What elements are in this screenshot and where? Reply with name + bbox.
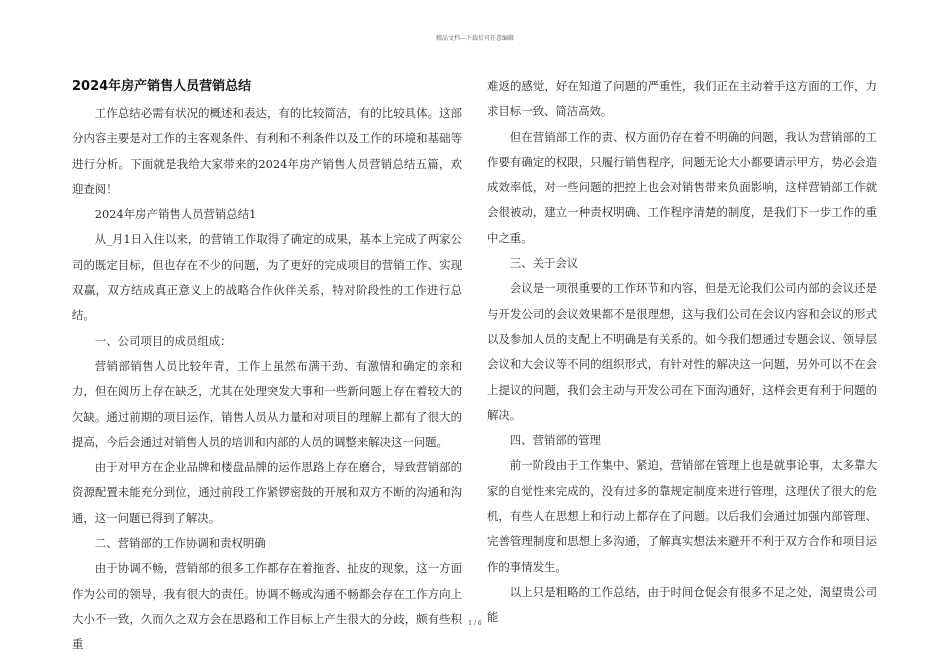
section-heading-2: 二、营销部的工作协调和责权明确 (94, 536, 266, 551)
paragraph-staff: 营销部销售人员比较年青，工作上虽然布满干劲、有激情和确定的亲和力，但在阅历上存在缺乏，尤其在处理突发大事和一些新问题上存在着较大的欠缺。通过前期的项目运作，销售人员从力量和对项目的理解上都有了很大的提高，今后会通过对销售人员的培训和内部的人员的调整来解决这一问题。 (72, 358, 462, 449)
paragraph-management: 前一阶段由于工作集中、紧迫，营销部在管理上也是就事论事，太多靠大家的自觉性来完成的，没有过多的靠规定制度来进行管理，这理伏了很大的危机，有些人在思想上和行动上都存在了问题。以后我们会通过加强内部管理、完善管理制度和思想上多沟通，了解真实想法来避开不利于双方合作和项目运作的事情发生。 (487, 458, 877, 574)
section-heading-3: 三、关于会议 (509, 256, 579, 271)
paragraph-closing: 以上只是粗略的工作总结，由于时间仓促会有很多不足之处，渴望贵公司能 (487, 584, 877, 625)
page-number: 1 / 6 (468, 620, 482, 627)
paragraph-meetings: 会议是一项很重要的工作环节和内容，但是无论我们公司内部的会议还是与开发公司的会议效果都不是很理想，这与我们公司在会议内容和会议的形式以及参加人员的支配上不明确是有关系的。如今我们想通过专题会议、领导层会议和大会议等不同的组织形式，有针对性的解决这一问题，另外可以不在会上提议的问题，我们会主动与开发公司在下面沟通好，这样会更有利于问题的解决。 (487, 281, 877, 422)
section-heading-1: 一、公司项目的成员组成： (94, 333, 232, 348)
page-header: 精品文档---下载后可任意编辑 (435, 35, 515, 42)
paragraph-coordination: 由于协调不畅，营销部的很多工作都存在着拖沓、扯皮的现象，这一方面作为公司的领导，我有很大的责任。协调不畅或沟通不畅都会存在工作方向上大小不一致，久而久之双方会在思路和工作目标上产生很大的分歧，颇有些积重 (72, 561, 462, 652)
paragraph-continuation: 难返的感觉，好在知道了问题的严重性，我们正在主动着手这方面的工作，力求目标一致、简洁高效。 (487, 79, 877, 119)
left-column (72, 74, 462, 658)
right-column (487, 74, 877, 631)
paragraph-authority: 但在营销部工作的责、权方面仍存在着不明确的问题，我认为营销部的工作要有确定的权限，只履行销售程序，问题无论大小都要请示甲方，势必会造成效率低，对一些问题的把控上也会对销售带来负面影响，这样营销部工作就会很被动，建立一种责权明确、工作程序清楚的制度，是我们下一步工作的重中之重。 (487, 129, 877, 245)
section-heading-4: 四、营销部的管理 (509, 433, 601, 448)
paragraph-start: 从_月1日入住以来，的营销工作取得了确定的成果，基本上完成了两家公司的既定目标，但也存在不少的问题，为了更好的完成项目的营销工作、实现双赢，双方结成真正意义上的战略合作伙伴关系，特对阶段性的工作进行总结。 (72, 232, 462, 323)
intro-paragraph: 工作总结必需有状况的概述和表达，有的比较简洁，有的比较具体。这部分内容主要是对工作的主客观条件、有利和不利条件以及工作的环境和基础等进行分析。下面就是我给大家带来的2024年房产销售人员营销总结五篇，欢迎查阅！ (72, 106, 462, 196)
document-title: 2024年房产销售人员营销总结 (72, 79, 252, 94)
paragraph-brand: 由于对甲方在企业品牌和楼盘品牌的运作思路上存在磨合，导致营销部的资源配置未能充分到位，通过前段工作紧锣密鼓的开展和双方不断的沟通和沟通，这一问题已得到了解决。 (72, 460, 462, 525)
subtitle-summary-1: 2024年房产销售人员营销总结1 (94, 207, 257, 222)
